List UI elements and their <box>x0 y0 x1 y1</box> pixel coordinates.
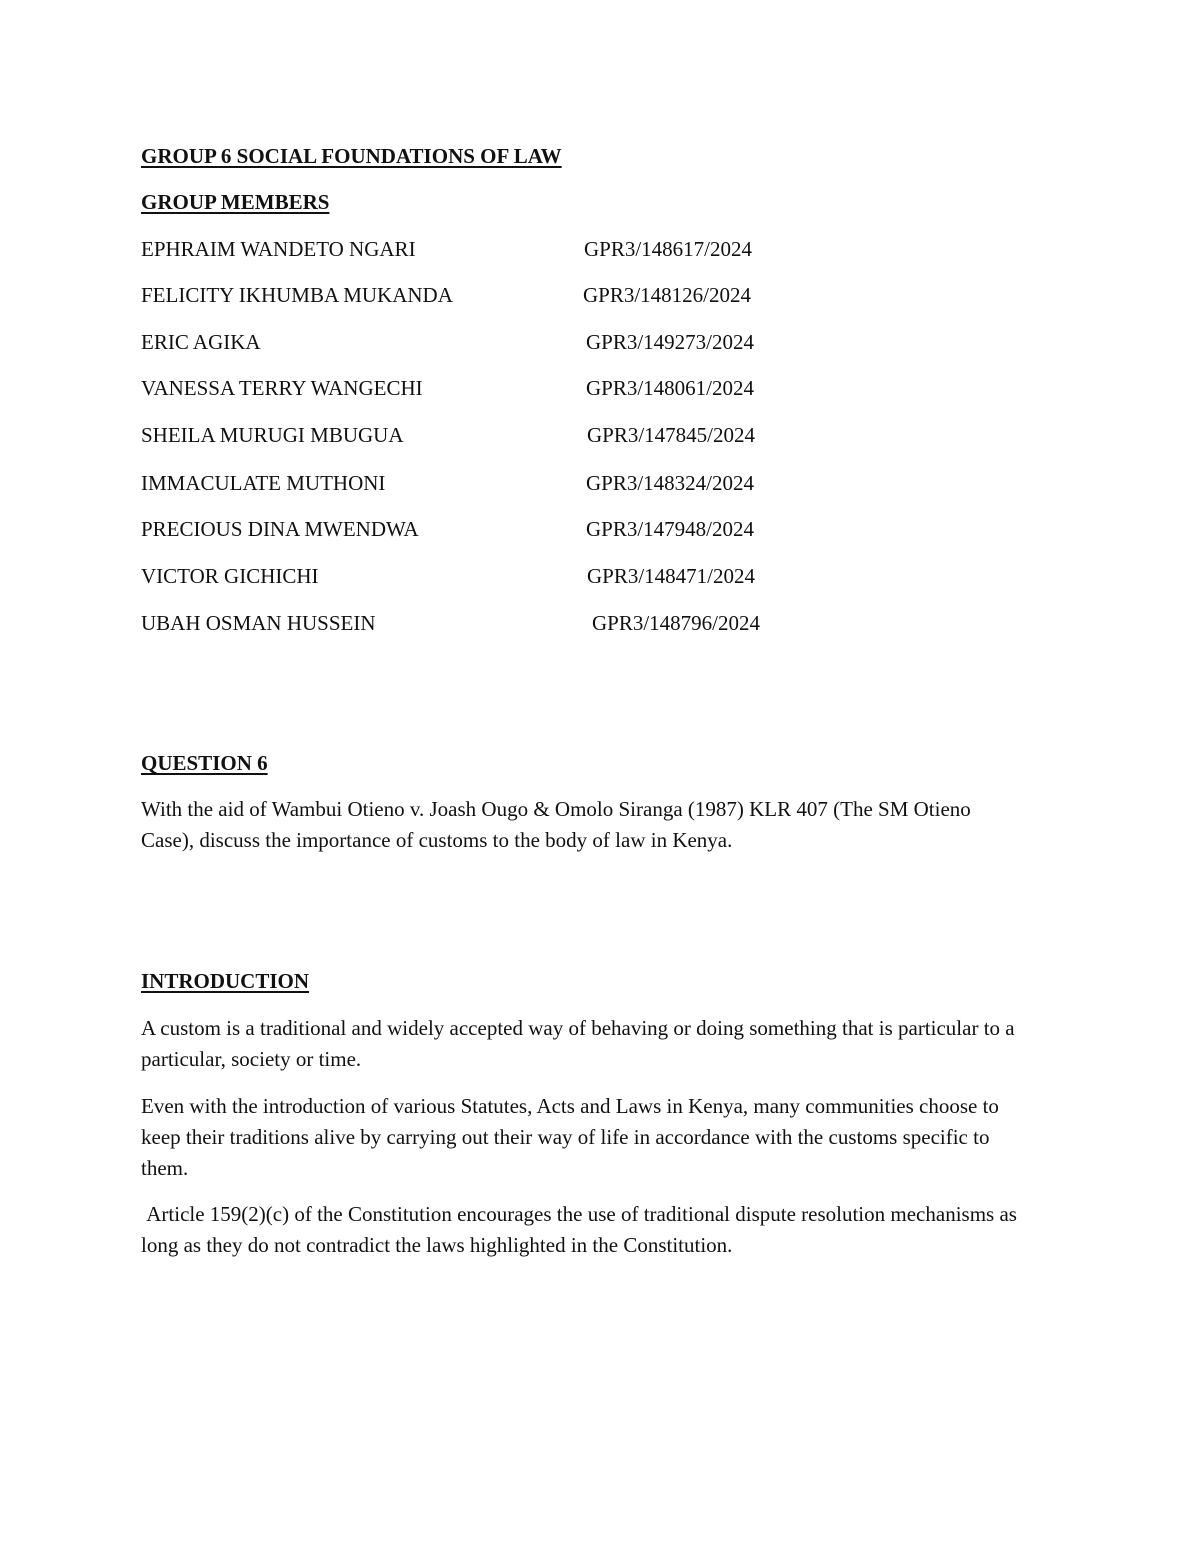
member-id: GPR3/148126/2024 <box>583 283 752 307</box>
member-name: FELICITY IKHUMBA MUKANDA <box>141 283 453 307</box>
question-text: With the aid of Wambui Otieno v. Joash Ougo & Omolo Siranga (1987) KLR 407 (The SM Otieno Case), discuss the importance of customs to the body of law in Kenya. <box>141 797 971 852</box>
question-heading: QUESTION 6 <box>141 751 268 775</box>
member-row <box>141 420 841 451</box>
member-name: UBAH OSMAN HUSSEIN <box>141 611 376 635</box>
members-heading: GROUP MEMBERS <box>141 190 330 214</box>
member-name: IMMACULATE MUTHONI <box>141 471 386 495</box>
member-row <box>141 280 841 311</box>
member-row <box>141 234 841 265</box>
document-title: GROUP 6 SOCIAL FOUNDATIONS OF LAW <box>141 144 562 168</box>
member-id: GPR3/148796/2024 <box>592 611 761 635</box>
member-id: GPR3/148061/2024 <box>586 376 755 400</box>
intro-paragraph: Article 159(2)(c) of the Constitution encourages the use of traditional dispute resolution mechanisms as long as they do not contradict the laws highlighted in the Constitution. <box>141 1202 1023 1257</box>
member-name: VICTOR GICHICHI <box>141 564 319 588</box>
member-row <box>141 561 841 592</box>
member-name: PRECIOUS DINA MWENDWA <box>141 517 419 541</box>
member-id: GPR3/148617/2024 <box>584 237 753 261</box>
member-id: GPR3/148324/2024 <box>586 471 755 495</box>
member-id: GPR3/147845/2024 <box>587 423 756 447</box>
member-row <box>141 514 841 545</box>
intro-paragraph: A custom is a traditional and widely accepted way of behaving or doing something that is particular to a particular, society or time. <box>141 1016 1015 1071</box>
member-id: GPR3/147948/2024 <box>586 517 755 541</box>
member-id: GPR3/148471/2024 <box>587 564 756 588</box>
introduction-heading: INTRODUCTION <box>141 969 310 993</box>
member-row <box>141 327 841 358</box>
member-row <box>141 373 841 404</box>
member-name: EPHRAIM WANDETO NGARI <box>141 237 416 261</box>
member-name: SHEILA MURUGI MBUGUA <box>141 423 404 447</box>
intro-paragraph: Even with the introduction of various Statutes, Acts and Laws in Kenya, many communities choose to keep their traditions alive by carrying out their way of life in accordance with the customs specific to them. <box>141 1094 999 1180</box>
member-id: GPR3/149273/2024 <box>586 330 755 354</box>
member-row <box>141 608 841 639</box>
member-row <box>141 468 841 499</box>
member-name: VANESSA TERRY WANGECHI <box>141 376 423 400</box>
member-name: ERIC AGIKA <box>141 330 261 354</box>
